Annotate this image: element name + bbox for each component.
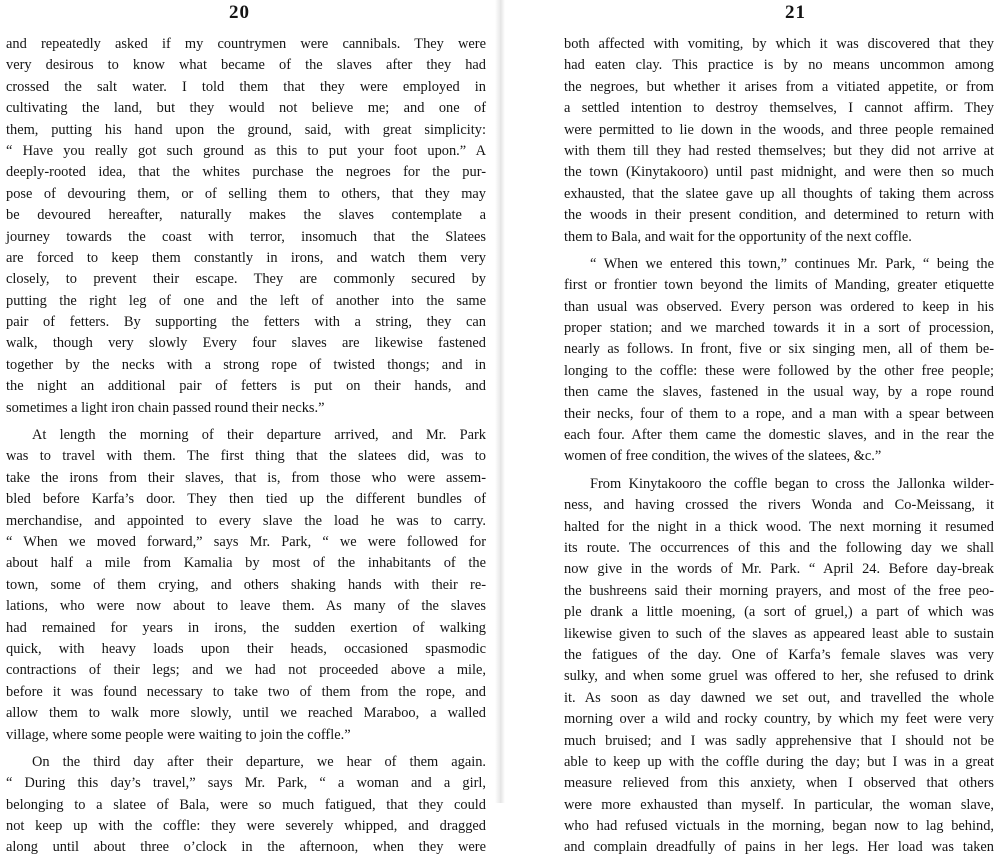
left-page-text bbox=[6, 34, 486, 859]
text-line: cultivating the land, but they would not believe me; and one of bbox=[6, 100, 486, 117]
text-line: exhausted, that the slatee gave up all thoughts of taking them across bbox=[564, 185, 994, 202]
text-line: pose of devouring them, or of selling them to others, that they may bbox=[6, 185, 486, 202]
text-line: them, putting his hand upon the ground, said, with great simplicity: bbox=[6, 121, 486, 138]
text-line: merchandise, and appointed to every slave the load he was to carry. bbox=[6, 512, 486, 529]
text-line: about half a mile from Kamalia by most of the inhabitants of the bbox=[6, 555, 486, 572]
text-line: before it was found necessary to take two of them from the rope, and bbox=[6, 683, 486, 700]
text-line: allow them to walk more slowly, until we reached Maraboo, a walled bbox=[6, 705, 486, 722]
text-line: the bushreens said their morning prayers, and most of the free peo- bbox=[564, 582, 994, 599]
page-number-left: 20 bbox=[229, 2, 250, 23]
text-line: its route. The occurrences of this and the following day we shall bbox=[564, 539, 994, 556]
text-line: along until about three o’clock in the afternoon, when they were bbox=[6, 839, 486, 856]
text-line: “ Have you really got such ground as this to put your foot upon.” A bbox=[6, 142, 486, 159]
text-line: the night an additional pair of fetters is put on their hands, and bbox=[6, 378, 486, 395]
text-line: crossed the salt water. I told them that they were employed in bbox=[6, 78, 486, 95]
text-line: likewise given to such of the slaves as appeared least able to sustain bbox=[564, 625, 994, 642]
text-line: the negroes, but whether it arises from a vitiated appetite, or from bbox=[564, 78, 994, 95]
book-gutter bbox=[495, 0, 505, 803]
text-line: proper station; and we marched towards it in a sort of procession, bbox=[564, 320, 994, 337]
text-line: closely, to prevent their escape. They are commonly secured by bbox=[6, 271, 486, 288]
text-line: morning over a wild and rocky country, by which my feet were very bbox=[564, 711, 994, 728]
text-line: take the irons from their slaves, that is, from those who were assem- bbox=[6, 469, 486, 486]
text-line: belonging to a slatee of Bala, were so much fatigued, that they could bbox=[6, 796, 486, 813]
text-line: “ When we entered this town,” continues Mr. Park, “ being the bbox=[590, 255, 994, 272]
text-line: were permitted to lie down in the woods, and three people remained bbox=[564, 121, 994, 138]
text-line: who had refused victuals in the morning, began now to lag behind, bbox=[564, 818, 994, 835]
text-line: “ When we moved forward,” says Mr. Park, “ we were followed for bbox=[6, 533, 486, 550]
text-line: contractions of their legs; and we had not proceeded above a mile, bbox=[6, 662, 486, 679]
right-page bbox=[505, 0, 1000, 856]
text-line: the fatigues of the day. One of Karfa’s female slaves was very bbox=[564, 646, 994, 663]
text-line: first or frontier town beyond the limits of Manding, greater etiquette bbox=[564, 277, 994, 294]
text-line: and repeatedly asked if my countrymen were cannibals. They were bbox=[6, 36, 486, 52]
text-line: measure relieved from this anxiety, when I observed that others bbox=[564, 775, 994, 792]
text-line: “ During this day’s travel,” says Mr. Park, “ a woman and a girl, bbox=[6, 775, 486, 792]
text-line: lations, who were now about to leave them. As many of the slaves bbox=[6, 598, 486, 615]
right-page-text bbox=[564, 34, 994, 859]
text-line: had eaten clay. This practice is by no means uncommon among bbox=[564, 57, 994, 74]
left-page bbox=[0, 0, 495, 856]
text-line: the woods in their present condition, and determined to return with bbox=[564, 207, 994, 224]
text-line: village, where some people were waiting to join the coffle.” bbox=[6, 726, 351, 743]
text-line: quick, with heavy loads upon their heads, occasioned spasmodic bbox=[6, 640, 486, 657]
text-line: bled before Karfa’s door. They then tied up the different bundles of bbox=[6, 491, 486, 508]
text-line: were more exhausted than myself. In particular, the woman slave, bbox=[564, 796, 994, 813]
text-line: At length the morning of their departure arrived, and Mr. Park bbox=[32, 427, 486, 444]
text-line: with them till they had rested themselves; but they did not arrive at bbox=[564, 142, 994, 159]
text-line: From Kinytakooro the coffle began to cross the Jallonka wilder- bbox=[590, 475, 994, 492]
text-line: each four. After them came the domestic slaves, and in the rear the bbox=[564, 427, 994, 444]
paragraph bbox=[6, 34, 486, 419]
text-line: very desirous to know what became of the slaves after they had bbox=[6, 57, 486, 74]
text-line: them to Bala, and wait for the opportunity of the next coffle. bbox=[564, 228, 912, 245]
text-line: women of free condition, the wives of the slatees, &c.” bbox=[564, 448, 882, 465]
text-line: putting the right leg of one and the left of another into the same bbox=[6, 292, 486, 309]
text-line: together by the necks with a strong rope of twisted thongs; and in bbox=[6, 356, 486, 373]
paragraph bbox=[6, 752, 486, 859]
text-line: then came the slaves, fastened in the usual way, by a rope round bbox=[564, 384, 994, 401]
text-line: deeply-rooted idea, that the whites purchase the negroes for the pur- bbox=[6, 164, 486, 181]
text-line: sometimes a light iron chain passed round their necks.” bbox=[6, 399, 325, 416]
text-line: was to travel with them. The first thing that the slatees did, was to bbox=[6, 448, 486, 465]
text-line: now give in the words of Mr. Park. “ April 24. Before day-break bbox=[564, 561, 994, 578]
paragraph bbox=[564, 254, 994, 468]
text-line: both affected with vomiting, by which it was discovered that they bbox=[564, 36, 994, 52]
text-line: town, some of them crying, and others shaking hands with their re- bbox=[6, 576, 486, 593]
text-line: journey towards the coast with terror, insomuch that the Slatees bbox=[6, 228, 486, 245]
paragraph bbox=[6, 425, 486, 746]
text-line: a settled intention to destroy themselves, I cannot affirm. They bbox=[564, 100, 994, 117]
text-line: their necks, four of them to a rope, and a man with a spear between bbox=[564, 405, 994, 422]
text-line: sulky, and when some gruel was offered to her, she refused to drink bbox=[564, 668, 994, 685]
text-line: nearly as follows. In front, five or six singing men, all of them be- bbox=[564, 341, 994, 358]
text-line: it. As soon as day dawned we set out, and travelled the whole bbox=[564, 689, 994, 706]
paragraph bbox=[564, 34, 994, 248]
text-line: longing to the coffle: these were followed by the other free people; bbox=[564, 362, 994, 379]
text-line: be devoured hereafter, naturally makes the slaves contemplate a bbox=[6, 207, 486, 224]
text-line: are forced to keep them constantly in irons, and watch them very bbox=[6, 249, 486, 266]
text-line: ple drank a little moening, (a sort of gruel,) a part of which was bbox=[564, 604, 994, 621]
text-line: had remained for years in irons, the sudden exertion of walking bbox=[6, 619, 486, 636]
text-line: than usual was observed. Every person was ordered to keep in his bbox=[564, 298, 994, 315]
text-line: walk, though very slowly Every four slaves are likewise fastened bbox=[6, 335, 486, 352]
text-line: ness, and having crossed the rivers Wonda and Co-Meissang, it bbox=[564, 497, 994, 514]
text-line: On the third day after their departure, we hear of them again. bbox=[32, 753, 486, 770]
text-line: and complain dreadfully of pains in her legs. Her load was taken bbox=[564, 839, 994, 856]
text-line: pair of fetters. By supporting the fetters with a string, they can bbox=[6, 314, 486, 331]
paragraph bbox=[564, 474, 994, 859]
text-line: able to keep up with the coffle during the day; but I was in a great bbox=[564, 753, 994, 770]
text-line: halted for the night in a thick wood. The next morning it resumed bbox=[564, 518, 994, 535]
page-number-right: 21 bbox=[785, 2, 806, 23]
text-line: much bruised; and I was sadly apprehensive that I should not be bbox=[564, 732, 994, 749]
text-line: the town (Kinytakooro) until past midnight, and were then so much bbox=[564, 164, 994, 181]
text-line: not keep up with the coffle: they were severely whipped, and dragged bbox=[6, 818, 486, 835]
